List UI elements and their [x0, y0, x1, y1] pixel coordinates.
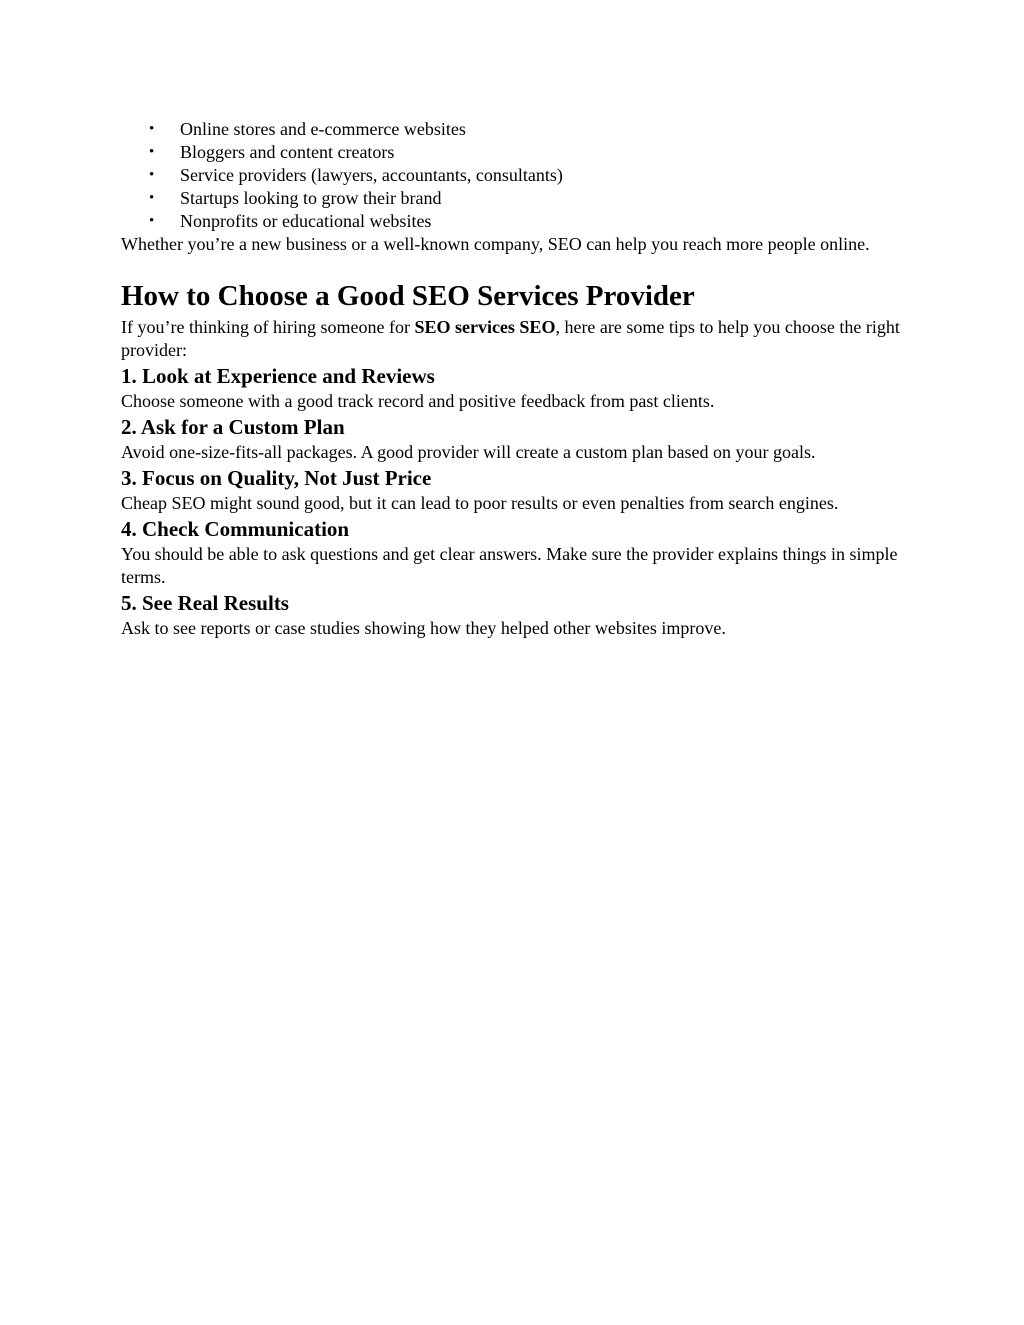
list-item: [121, 141, 911, 164]
step-heading-5: 5. See Real Results: [121, 591, 289, 615]
list-item: [121, 187, 911, 210]
intro-paragraph: Whether you’re a new business or a well-known company, SEO can help you reach more people online.: [121, 234, 870, 254]
step-text-5: Ask to see reports or case studies showing how they helped other websites improve.: [121, 618, 726, 638]
list-item: [121, 210, 911, 233]
step-heading-2: 2. Ask for a Custom Plan: [121, 415, 345, 439]
lead-paragraph: [121, 316, 911, 362]
step-text-1: Choose someone with a good track record and positive feedback from past clients.: [121, 391, 715, 411]
audience-list: [121, 118, 911, 233]
list-item-text: Bloggers and content creators: [180, 142, 395, 162]
step-text-3: Cheap SEO might sound good, but it can lead to poor results or even penalties from search engines.: [121, 493, 839, 513]
document-page: [121, 118, 911, 640]
step-heading-1: 1. Look at Experience and Reviews: [121, 364, 435, 388]
step-text-2: Avoid one-size-fits-all packages. A good provider will create a custom plan based on your goals.: [121, 442, 816, 462]
bullet-icon: •: [149, 167, 155, 183]
bullet-icon: •: [149, 213, 155, 229]
step-text-4: You should be able to ask questions and get clear answers. Make sure the provider explains things in simple terms.: [121, 544, 898, 587]
bullet-icon: •: [149, 121, 155, 137]
lead-text-start: If you’re thinking of hiring someone for: [121, 317, 415, 337]
bullet-icon: •: [149, 190, 155, 206]
seo-services-keyword: SEO services SEO: [414, 317, 556, 337]
list-item-text: Online stores and e-commerce websites: [180, 119, 466, 139]
lead-text-end: , here are some tips to help you choose the right provider:: [121, 317, 900, 360]
list-item: [121, 164, 911, 187]
step-heading-3: 3. Focus on Quality, Not Just Price: [121, 466, 432, 490]
list-item-text: Startups looking to grow their brand: [180, 188, 442, 208]
section-title: How to Choose a Good SEO Services Provider: [121, 280, 695, 312]
step-heading-4: 4. Check Communication: [121, 517, 350, 541]
list-item-text: Service providers (lawyers, accountants, consultants): [180, 165, 563, 185]
list-item: [121, 118, 911, 141]
list-item-text: Nonprofits or educational websites: [180, 211, 432, 231]
bullet-icon: •: [149, 144, 155, 160]
